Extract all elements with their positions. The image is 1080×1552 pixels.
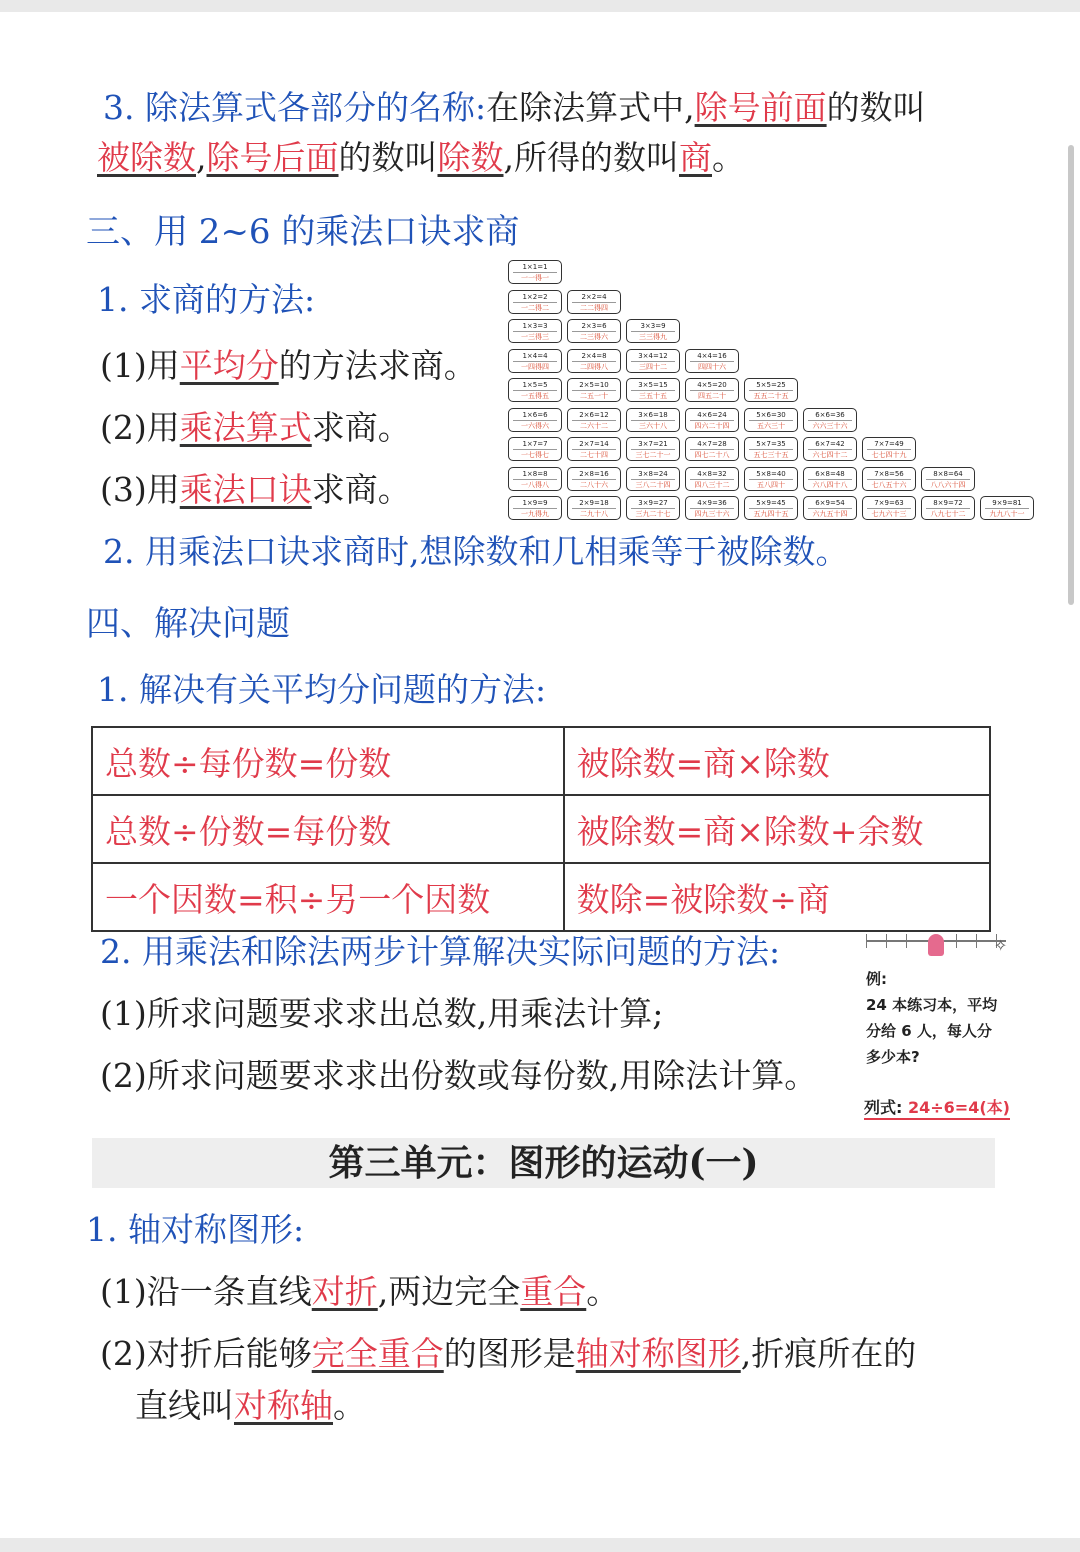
mult-equation: 8×9=72 bbox=[933, 499, 963, 507]
mult-rhyme: 五八四十 bbox=[749, 479, 793, 490]
mult-rhyme: 三七二十一 bbox=[631, 449, 675, 460]
quotient-tip: 2. 用乘法口诀求商时,想除数和几相乘等于被除数。 bbox=[103, 532, 849, 571]
mult-rhyme: 四九三十六 bbox=[690, 508, 734, 519]
mult-equation: 2×7=14 bbox=[579, 440, 609, 448]
heading-section-3: 三、用 2~6 的乘法口诀求商 bbox=[86, 212, 520, 252]
text: 列式: bbox=[864, 1098, 903, 1117]
mult-table-cell bbox=[567, 349, 621, 373]
table-cell: 数除=被除数÷商 bbox=[564, 863, 990, 931]
mult-table-cell bbox=[508, 408, 562, 432]
mult-equation: 2×5=10 bbox=[579, 381, 609, 389]
mult-table-cell bbox=[508, 496, 562, 520]
division-parts-line-1 bbox=[103, 86, 926, 130]
mult-equation: 7×7=49 bbox=[874, 440, 904, 448]
mult-equation: 5×8=40 bbox=[756, 469, 786, 478]
example-card bbox=[862, 930, 1012, 1125]
mult-equation: 1×3=3 bbox=[522, 322, 548, 330]
mult-equation: 6×7=42 bbox=[815, 440, 845, 448]
mult-table-cell bbox=[862, 467, 916, 491]
mult-table-cell bbox=[685, 437, 739, 461]
mult-equation: 5×7=35 bbox=[756, 440, 786, 448]
mult-equation: 5×6=30 bbox=[756, 410, 786, 419]
mult-rhyme: 五七三十五 bbox=[749, 449, 793, 460]
heading-section-4: 四、解决问题 bbox=[86, 604, 290, 644]
mult-rhyme: 一二得二 bbox=[513, 302, 557, 313]
text: 。 bbox=[712, 138, 745, 177]
mult-rhyme: 二七十四 bbox=[572, 449, 616, 460]
mult-table-cell bbox=[626, 408, 680, 432]
mult-table-cell bbox=[626, 349, 680, 373]
mult-table-cell bbox=[508, 260, 562, 284]
mult-table-cell bbox=[744, 467, 798, 491]
mult-rhyme: 三五十五 bbox=[631, 390, 675, 401]
mult-table-cell bbox=[685, 467, 739, 491]
mult-rhyme: 三九二十七 bbox=[631, 508, 675, 519]
methods-title: 1. 求商的方法: bbox=[97, 280, 316, 319]
top-edge bbox=[0, 0, 1080, 12]
text: (3)用 bbox=[100, 470, 180, 509]
table-cell: 一个因数=积÷另一个因数 bbox=[92, 863, 564, 931]
mult-equation: 1×9=9 bbox=[522, 499, 548, 507]
mult-equation: 6×6=36 bbox=[815, 410, 845, 419]
mult-rhyme: 三八二十四 bbox=[631, 479, 675, 490]
mult-equation: 1×8=8 bbox=[522, 469, 548, 478]
table-cell: 被除数=商×除数 bbox=[564, 727, 990, 795]
mult-table-cell bbox=[567, 378, 621, 402]
mult-equation: 1×4=4 bbox=[522, 351, 548, 360]
mult-equation: 3×7=21 bbox=[638, 440, 668, 448]
table-row bbox=[92, 863, 990, 931]
symmetry-point-2-cont bbox=[135, 1384, 366, 1428]
mult-rhyme: 五五二十五 bbox=[749, 390, 793, 401]
table-cell: 被除数=商×除数+余数 bbox=[564, 795, 990, 863]
text: 。 bbox=[586, 1272, 620, 1311]
mult-table-cell bbox=[803, 467, 857, 491]
mult-table-cell bbox=[744, 408, 798, 432]
mult-table-cell bbox=[626, 378, 680, 402]
mult-rhyme: 六九五十四 bbox=[808, 508, 852, 519]
mult-equation: 4×9=36 bbox=[697, 499, 727, 507]
mult-equation: 9×9=81 bbox=[992, 499, 1022, 507]
bottom-edge bbox=[0, 1538, 1080, 1552]
mult-rhyme: 四四十六 bbox=[690, 361, 734, 372]
key-term: 完全重合 bbox=[311, 1334, 444, 1373]
key-term: 对称轴 bbox=[234, 1386, 333, 1425]
mult-rhyme: 二五一十 bbox=[572, 390, 616, 401]
mult-rhyme: 一六得六 bbox=[513, 420, 557, 431]
mult-equation: 3×5=15 bbox=[638, 381, 668, 389]
example-answer bbox=[864, 1095, 1010, 1120]
text: 的数叫 bbox=[338, 138, 438, 177]
mult-rhyme: 五九四十五 bbox=[749, 508, 793, 519]
two-step-2: (2)所求问题要求求出份数或每份数,用除法计算。 bbox=[100, 1056, 818, 1095]
mult-equation: 1×2=2 bbox=[522, 292, 548, 301]
mult-equation: 8×8=64 bbox=[933, 469, 963, 478]
mult-rhyme: 三四十二 bbox=[631, 361, 675, 372]
mult-table-cell bbox=[685, 378, 739, 402]
mult-equation: 2×6=12 bbox=[579, 410, 609, 419]
mult-rhyme: 四六二十四 bbox=[690, 420, 734, 431]
mult-table-cell bbox=[626, 496, 680, 520]
mult-rhyme: 七九六十三 bbox=[867, 508, 911, 519]
text: ,折痕所在的 bbox=[740, 1334, 917, 1373]
mult-rhyme: 九九八十一 bbox=[985, 508, 1029, 519]
key-term: 重合 bbox=[520, 1272, 587, 1311]
mult-table-cell bbox=[508, 378, 562, 402]
text: (2)用 bbox=[100, 408, 180, 447]
mult-equation: 1×1=1 bbox=[522, 263, 548, 271]
mult-equation: 5×5=25 bbox=[756, 381, 786, 389]
mult-rhyme: 二九十八 bbox=[572, 508, 616, 519]
mult-table-cell bbox=[567, 496, 621, 520]
mult-equation: 7×8=56 bbox=[874, 469, 904, 478]
mult-table-cell bbox=[862, 437, 916, 461]
mult-table-cell bbox=[567, 290, 621, 314]
key-term: 除号后面 bbox=[206, 138, 339, 177]
key-term: 除号前面 bbox=[694, 88, 827, 127]
two-step-1: (1)所求问题要求求出总数,用乘法计算; bbox=[100, 994, 664, 1033]
mult-rhyme: 一八得八 bbox=[513, 479, 557, 490]
mult-rhyme: 二三得六 bbox=[572, 331, 616, 342]
example-label: 例: bbox=[866, 970, 887, 988]
example-line-1: 24 本练习本，平均 bbox=[866, 996, 998, 1014]
mult-table-cell bbox=[508, 319, 562, 343]
mult-rhyme: 三六十八 bbox=[631, 420, 675, 431]
text: 求商。 bbox=[311, 408, 411, 447]
mult-rhyme: 四五二十 bbox=[690, 390, 734, 401]
mult-rhyme: 四七二十八 bbox=[690, 449, 734, 460]
mult-rhyme: 一三得三 bbox=[513, 331, 557, 342]
pin-icon bbox=[928, 934, 944, 956]
division-parts-line-2 bbox=[97, 136, 745, 180]
method-3 bbox=[100, 468, 411, 512]
mult-table-cell bbox=[685, 349, 739, 373]
mult-table-cell bbox=[744, 496, 798, 520]
mult-table-cell bbox=[567, 319, 621, 343]
mult-rhyme: 二四得八 bbox=[572, 361, 616, 372]
mult-table-cell bbox=[921, 467, 975, 491]
mult-table-cell bbox=[980, 496, 1034, 520]
mult-equation: 6×9=54 bbox=[815, 499, 845, 507]
text: 24÷6=4(本) bbox=[907, 1098, 1010, 1117]
mult-equation: 2×9=18 bbox=[579, 499, 609, 507]
mult-equation: 1×6=6 bbox=[522, 410, 548, 419]
mult-equation: 2×8=16 bbox=[579, 469, 609, 478]
text: (1)沿一条直线 bbox=[100, 1272, 312, 1311]
mult-equation: 5×9=45 bbox=[756, 499, 786, 507]
ruler-decoration bbox=[866, 940, 1006, 958]
example-line-3: 多少本? bbox=[866, 1048, 920, 1066]
key-term: 平均分 bbox=[179, 346, 279, 385]
mult-equation: 2×4=8 bbox=[581, 351, 607, 360]
text: 。 bbox=[333, 1386, 366, 1425]
mult-rhyme: 七八五十六 bbox=[867, 479, 911, 490]
mult-table-cell bbox=[685, 496, 739, 520]
key-term: 除数 bbox=[437, 138, 504, 177]
mult-equation: 4×7=28 bbox=[697, 440, 727, 448]
mult-table-cell bbox=[508, 467, 562, 491]
mult-table-cell bbox=[744, 378, 798, 402]
mult-equation: 2×2=4 bbox=[581, 292, 607, 301]
mult-table-cell bbox=[508, 290, 562, 314]
key-term: 轴对称图形 bbox=[575, 1334, 741, 1373]
mult-rhyme: 六八四十八 bbox=[808, 479, 852, 490]
mult-equation: 7×9=63 bbox=[874, 499, 904, 507]
symmetry-point-2 bbox=[100, 1332, 916, 1376]
mult-table-cell bbox=[862, 496, 916, 520]
mult-equation: 3×4=12 bbox=[638, 351, 668, 360]
mult-equation: 3×3=9 bbox=[640, 322, 666, 330]
scrollbar[interactable] bbox=[1068, 145, 1074, 605]
mult-equation: 4×4=16 bbox=[697, 351, 727, 360]
text: , bbox=[196, 138, 207, 177]
mult-rhyme: 三三得九 bbox=[631, 331, 675, 342]
mult-table-cell bbox=[803, 408, 857, 432]
mult-rhyme: 五六三十 bbox=[749, 420, 793, 431]
mult-equation: 3×6=18 bbox=[638, 410, 668, 419]
mult-equation: 2×3=6 bbox=[581, 322, 607, 330]
mult-rhyme: 六七四十二 bbox=[808, 449, 852, 460]
mult-table-cell bbox=[685, 408, 739, 432]
mult-equation: 1×7=7 bbox=[522, 440, 548, 448]
mult-table-cell bbox=[567, 408, 621, 432]
star-icon: ✧ bbox=[994, 936, 1008, 955]
mult-table-cell bbox=[626, 467, 680, 491]
mult-equation: 3×8=24 bbox=[638, 469, 668, 478]
mult-table-cell bbox=[744, 437, 798, 461]
symmetry-title: 1. 轴对称图形: bbox=[86, 1210, 305, 1249]
mult-rhyme: 七七四十九 bbox=[867, 449, 911, 460]
symmetry-point-1 bbox=[100, 1270, 619, 1314]
table-cell: 总数÷每份数=份数 bbox=[92, 727, 564, 795]
mult-table-cell bbox=[626, 319, 680, 343]
mult-rhyme: 一七得七 bbox=[513, 449, 557, 460]
table-cell: 总数÷份数=每份数 bbox=[92, 795, 564, 863]
mult-rhyme: 一四得四 bbox=[513, 361, 557, 372]
text: 的数叫 bbox=[826, 88, 926, 127]
mult-table-cell bbox=[803, 437, 857, 461]
mult-table-cell bbox=[508, 437, 562, 461]
key-term: 乘法口诀 bbox=[179, 470, 312, 509]
mult-table-cell bbox=[626, 437, 680, 461]
mult-equation: 3×9=27 bbox=[638, 499, 668, 507]
table-row bbox=[92, 727, 990, 795]
text: 的图形是 bbox=[443, 1334, 576, 1373]
mult-equation: 4×6=24 bbox=[697, 410, 727, 419]
formula-table bbox=[91, 726, 991, 932]
text: 求商。 bbox=[311, 470, 411, 509]
key-term: 对折 bbox=[311, 1272, 378, 1311]
text: 在除法算式中, bbox=[486, 88, 695, 127]
mult-rhyme: 一一得一 bbox=[513, 272, 557, 283]
text: (1)用 bbox=[100, 346, 180, 385]
mult-rhyme: 六六三十六 bbox=[808, 420, 852, 431]
two-step-title: 2. 用乘法和除法两步计算解决实际问题的方法: bbox=[100, 932, 781, 971]
mult-rhyme: 二二得四 bbox=[572, 302, 616, 313]
method-1 bbox=[100, 344, 477, 388]
key-term: 乘法算式 bbox=[179, 408, 312, 447]
mult-table-cell bbox=[508, 349, 562, 373]
mult-rhyme: 一九得九 bbox=[513, 508, 557, 519]
key-term: 商 bbox=[679, 138, 712, 177]
mult-equation: 1×5=5 bbox=[522, 381, 548, 389]
unit-3-banner: 第三单元：图形的运动(一) bbox=[92, 1138, 995, 1188]
mult-rhyme: 八八六十四 bbox=[926, 479, 970, 490]
mult-rhyme: 一五得五 bbox=[513, 390, 557, 401]
example-line-2: 分给 6 人，每人分 bbox=[866, 1022, 992, 1040]
text: ,所得的数叫 bbox=[503, 138, 679, 177]
text: ,两边完全 bbox=[377, 1272, 521, 1311]
division-parts-label: 3. 除法算式各部分的名称: bbox=[103, 88, 487, 127]
text: (2)对折后能够 bbox=[100, 1334, 312, 1373]
mult-equation: 4×8=32 bbox=[697, 469, 727, 478]
method-2 bbox=[100, 406, 411, 450]
mult-rhyme: 二六十二 bbox=[572, 420, 616, 431]
mult-table-cell bbox=[803, 496, 857, 520]
mult-rhyme: 四八三十二 bbox=[690, 479, 734, 490]
text: 直线叫 bbox=[135, 1386, 234, 1425]
mult-equation: 6×8=48 bbox=[815, 469, 845, 478]
solve-title: 1. 解决有关平均分问题的方法: bbox=[97, 670, 547, 709]
mult-rhyme: 二八十六 bbox=[572, 479, 616, 490]
mult-table-cell bbox=[921, 496, 975, 520]
mult-rhyme: 八九七十二 bbox=[926, 508, 970, 519]
multiplication-table-image bbox=[508, 260, 1038, 525]
text: 的方法求商。 bbox=[278, 346, 477, 385]
mult-table-cell bbox=[567, 467, 621, 491]
key-term: 被除数 bbox=[97, 138, 196, 177]
mult-table-cell bbox=[567, 437, 621, 461]
table-row bbox=[92, 795, 990, 863]
mult-equation: 4×5=20 bbox=[697, 381, 727, 389]
